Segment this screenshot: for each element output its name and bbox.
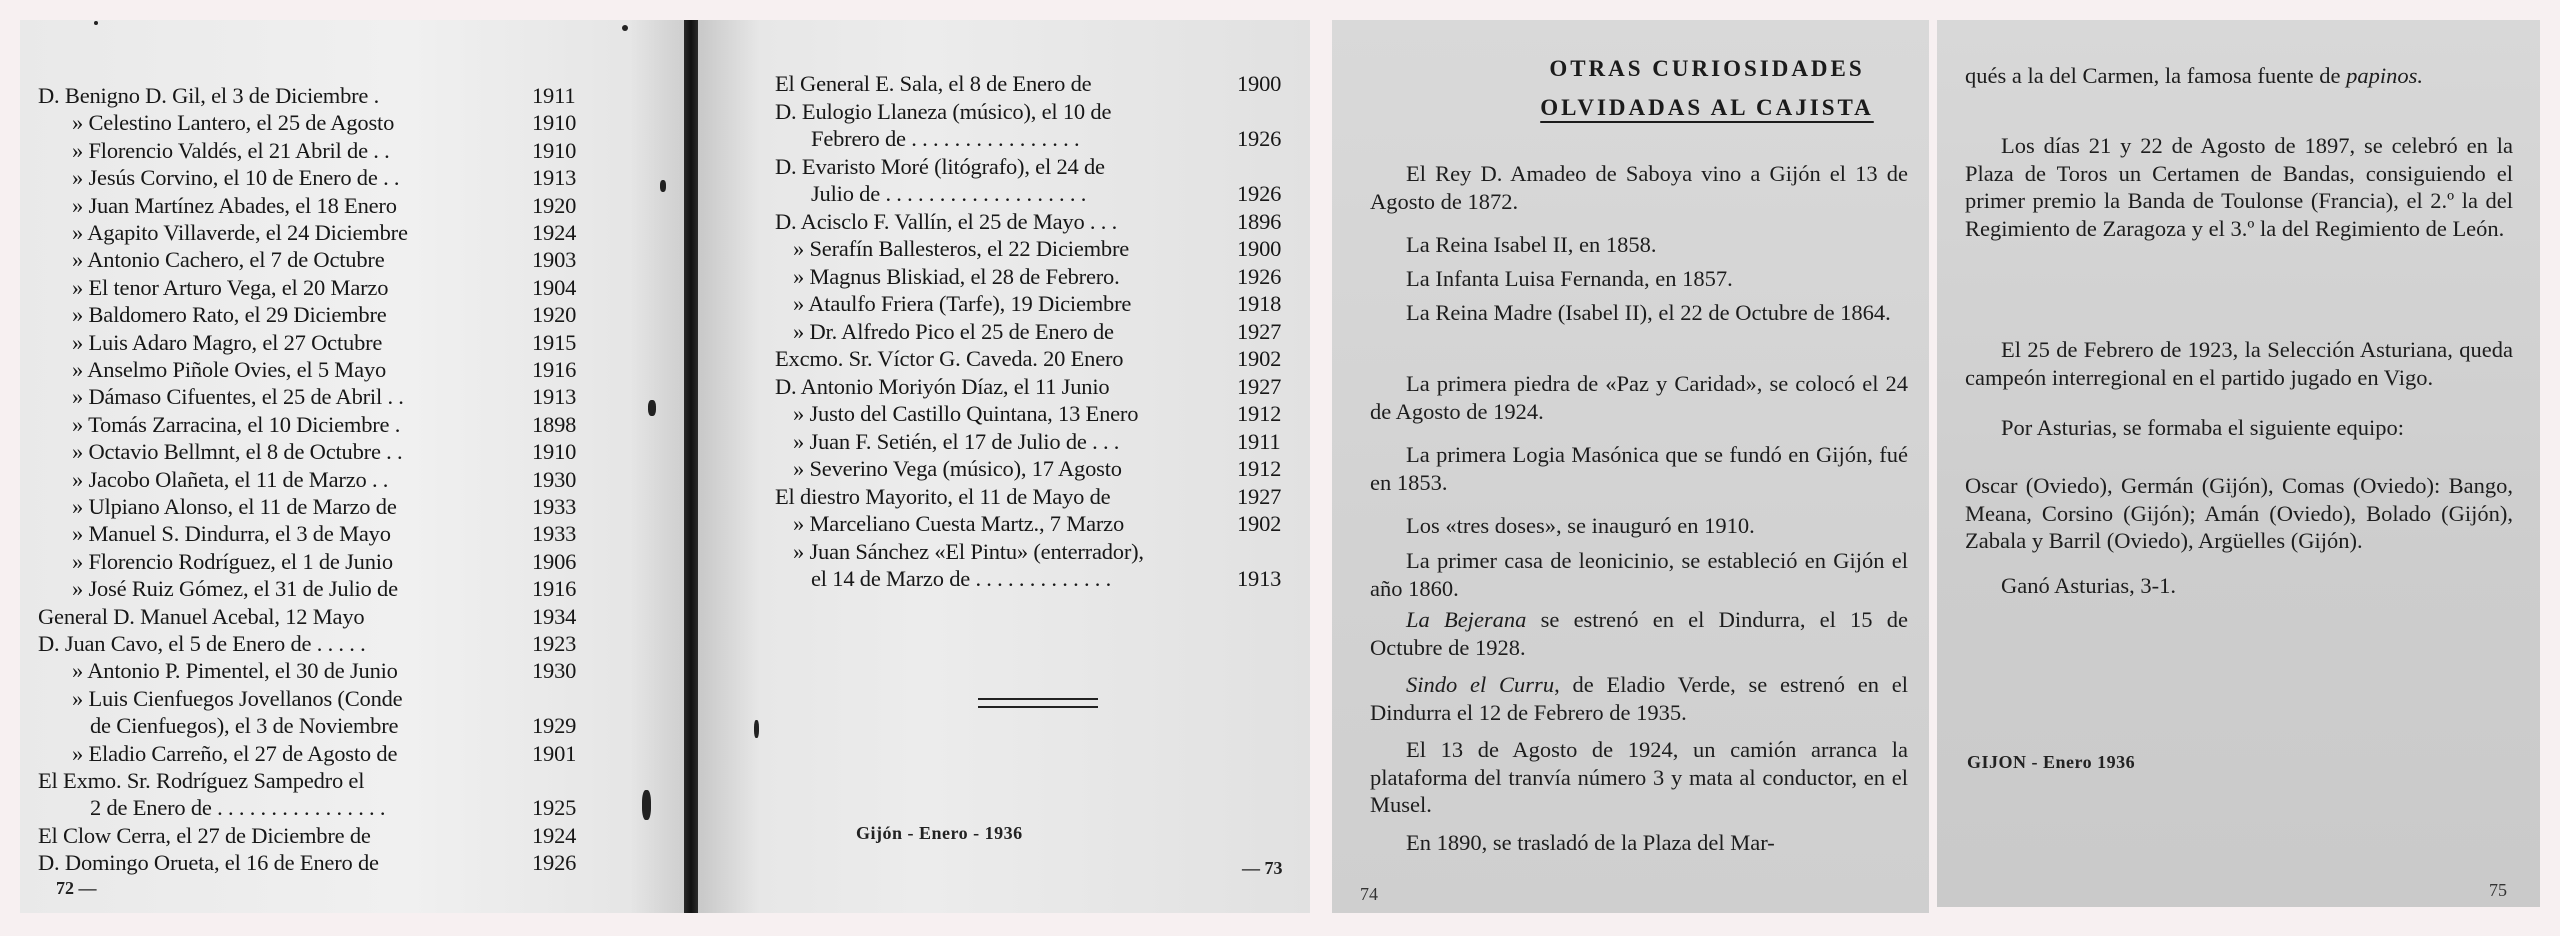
entry-name: D. Eulogio Llaneza (músico), el 10 de [775,98,1112,124]
paragraph-papinos [1965,62,2513,90]
entry-name: El Clow Cerra, el 27 de Diciembre de [38,822,371,848]
paragraph-74-3: La Infanta Luisa Fernanda, en 1857. [1406,266,1733,291]
entry-year: 1918 [1237,291,1282,316]
page-74 [1332,20,1929,913]
entry-name: Febrero de . . . . . . . . . . . . . . . . [811,126,1080,151]
entry-year: 1916 [532,576,577,602]
entry-name: » Eladio Carreño, el 27 de Agosto de [72,740,398,766]
entry-year: 1924 [532,822,577,848]
entry-year: 1929 [532,713,577,739]
paragraph-traslado: En 1890, se trasladó de la Plaza del Mar- [1406,830,1775,855]
entry-name: » Justo del Castillo Quintana, 13 Enero [793,401,1139,426]
entry-year: 1925 [532,795,577,821]
entry-year: 1934 [532,603,577,629]
entry-name: » El tenor Arturo Vega, el 20 Marzo [72,274,389,300]
entry-name: » Dr. Alfredo Pico el 25 de Enero de [793,318,1114,344]
paragraph-75-1: Los días 21 y 22 de Agosto de 1897, se celebró en la Plaza de Toros un Certamen de Bandas, consiguiendo el primer premio la Banda de Toulonse (Francia), el 2.º la del Regimiento de Zaragoza y el 3.º la del Regimiento de León. [1965,133,2513,241]
entry-name: » Marceliano Cuesta Martz., 7 Marzo [793,511,1125,536]
entry-year: 1911 [532,83,576,108]
page-number-75: 75 [2489,880,2507,900]
entry-name: » Luis Cienfuegos Jovellanos (Conde [72,685,403,711]
entry-name: » Agapito Villaverde, el 24 Diciembre [72,220,408,245]
entry-name: General D. Manuel Acebal, 12 Mayo [38,603,365,629]
entry-name: » Baldomero Rato, el 29 Diciembre [72,302,387,328]
entry-name: » Severino Vega (músico), 17 Agosto [793,456,1122,481]
entry-name: El diestro Mayorito, el 11 de Mayo de [775,483,1111,509]
entry-year: 1926 [532,850,577,876]
entry-name: » Magnus Bliskiad, el 28 de Febrero. [793,263,1120,289]
entry-year: 1913 [1237,566,1282,591]
entry-name: D. Evaristo Moré (litógrafo), el 24 de [775,153,1105,179]
entry-name: » Tomás Zarracina, el 10 Diciembre . [72,411,401,437]
entry-name: D. Juan Cavo, el 5 de Enero de . . . . . [38,631,366,656]
paragraph-75-2: El 25 de Febrero de 1923, la Selección Asturiana, queda campeón interregional en el partido jugado en Vigo. [1965,337,2513,390]
entry-name: Excmo. Sr. Víctor G. Caveda. 20 Enero [775,346,1124,371]
entry-name: El Exmo. Sr. Rodríguez Sampedro el [38,768,365,793]
entry-year: 1910 [532,439,577,465]
entry-name: D. Domingo Orueta, el 16 de Enero de [38,850,379,876]
entry-name: » Juan F. Setién, el 17 de Julio de . . . [793,428,1120,454]
entry-year: 1930 [532,658,577,684]
entry-year: 1898 [532,411,577,437]
ink-speck [648,400,656,416]
entry-name: » Jacobo Olañeta, el 11 de Marzo . . [72,466,389,492]
paragraph-74-7: Los «tres doses», se inauguró en 1910. [1406,513,1755,538]
paragraph-75-3: Por Asturias, se formaba el siguiente equipo: [2001,415,2405,440]
double-rule-top [978,698,1098,700]
entry-year: 1926 [1237,263,1282,289]
entry-year: 1927 [1237,483,1282,509]
entry-year: 1916 [532,357,577,382]
entry-year: 1912 [1237,456,1282,481]
ink-speck [660,180,666,192]
entry-name: D. Antonio Moriyón Díaz, el 11 Junio [775,373,1110,399]
paragraph-la-bejerana [1370,606,1908,661]
text-papinos: qués a la del Carmen, la famosa fuente de [1965,63,2341,88]
entry-year: 1920 [532,192,577,218]
paragraph-74-5: La primera piedra de «Paz y Caridad», se colocó el 24 de Agosto de 1924. [1370,371,1908,424]
entry-year: 1913 [532,165,577,191]
entry-year: 1896 [1237,208,1282,234]
entry-name: » José Ruiz Gómez, el 31 de Julio de [72,576,398,602]
entry-name: » Octavio Bellmnt, el 8 de Octubre . . [72,439,403,465]
ink-speck [642,790,651,820]
entry-year: 1911 [1237,428,1281,454]
entry-name: » Juan Martínez Abades, el 18 Enero [72,192,397,218]
entry-year: 1913 [532,384,577,410]
entry-year: 1901 [532,740,577,766]
text-sindo-el-curru: , de Eladio Verde, se estrenó en el Dindurra el 12 de Febrero de 1935. [1370,672,1908,725]
entry-year: 1926 [1237,126,1282,151]
entry-year: 1920 [532,302,577,328]
entry-year: 1910 [532,110,577,136]
entry-name: » Celestino Lantero, el 25 de Agosto [72,110,395,136]
entry-year: 1926 [1237,181,1282,206]
section-heading-line2: OLVIDADAS AL CAJISTA [1540,95,1874,120]
italic-papinos: papinos. [2346,63,2423,88]
ink-speck [754,720,759,738]
entry-year: 1933 [532,494,577,519]
entry-year: 1927 [1237,318,1282,344]
paragraph-74-6: La primera Logia Masónica que se fundó en Gijón, fué en 1853. [1370,442,1908,495]
entry-name: » Luis Adaro Magro, el 27 Octubre [72,329,383,355]
entry-year: 1933 [532,521,577,547]
book-spread-72-73 [20,20,1310,913]
entry-name: el 14 de Marzo de . . . . . . . . . . . . . [811,566,1112,591]
ink-speck [94,21,98,25]
entry-year: 1910 [532,137,577,163]
page-number-74: 74 [1360,884,1378,904]
paragraph-74-1: El Rey D. Amadeo de Saboya vino a Gijón el 13 de Agosto de 1872. [1370,161,1908,214]
paragraph-74-4: La Reina Madre (Isabel II), el 22 de Octubre de 1864. [1406,300,1891,325]
text-la-bejerana: se estrenó en el Dindurra, el 15 de Octubre de 1928. [1370,607,1908,660]
title-sindo-el-curru: Sindo el Curru [1406,672,1555,697]
ink-speck [622,25,628,31]
entry-name: » Florencio Rodríguez, el 1 de Junio [72,548,393,574]
page-number-73: — 73 [1242,858,1283,878]
entry-year: 1900 [1237,71,1282,96]
entry-year: 1906 [532,548,577,574]
entry-name: » Florencio Valdés, el 21 Abril de . . [72,137,390,163]
title-la-bejerana: La Bejerana [1406,607,1527,632]
entry-name: El General E. Sala, el 8 de Enero de [775,71,1092,96]
entry-year: 1912 [1237,401,1282,426]
entry-year: 1930 [532,466,577,492]
entry-year: 1903 [532,247,577,273]
paragraph-sindo-el-curru [1370,671,1908,726]
entry-year: 1923 [532,631,577,656]
entry-name: » Antonio P. Pimentel, el 30 de Junio [72,658,398,684]
entry-year: 1902 [1237,346,1282,371]
paragraph-75-5: Ganó Asturias, 3-1. [2001,573,2176,598]
paragraph-74-8: La primer casa de leonicinio, se estableció en Gijón el año 1860. [1370,548,1908,601]
paragraph-75-4: Oscar (Oviedo), Germán (Gijón), Comas (Oviedo): Bango, Meana, Corsino (Gijón); Amán (Oviedo), Bolado (Gijón), Zabala y Barril (Oviedo), Argüelles (Gijón). [1965,473,2513,553]
entry-name: » Ataulfo Friera (Tarfe), 19 Diciembre [793,291,1132,316]
entry-name: D. Benigno D. Gil, el 3 de Diciembre . [38,83,380,108]
imprint-gijon-75: GIJON - Enero 1936 [1967,752,2136,772]
entry-name: 2 de Enero de . . . . . . . . . . . . . . . . [90,795,386,821]
section-heading-line1: OTRAS CURIOSIDADES [1549,56,1865,81]
entry-year: 1904 [532,274,577,300]
entry-name: D. Acisclo F. Vallín, el 25 de Mayo . . . [775,208,1118,234]
entry-name: » Dámaso Cifuentes, el 25 de Abril . . [72,384,404,410]
entry-year: 1915 [532,329,577,355]
entry-name: » Jesús Corvino, el 10 de Enero de . . [72,165,400,191]
entry-year: 1902 [1237,511,1282,536]
entry-year: 1924 [532,220,577,245]
imprint-gijon-73: Gijón - Enero - 1936 [856,823,1023,843]
entry-name: » Antonio Cachero, el 7 de Octubre [72,247,385,273]
page-number-72: 72 — [56,878,97,898]
entry-name: de Cienfuegos), el 3 de Noviembre [90,713,399,739]
page-75 [1937,20,2540,907]
entry-name: » Manuel S. Dindurra, el 3 de Mayo [72,521,391,547]
entry-name: » Ulpiano Alonso, el 11 de Marzo de [72,494,397,519]
book-spine [684,20,698,913]
entry-name: » Juan Sánchez «El Pintu» (enterrador), [793,538,1144,564]
entry-year: 1927 [1237,373,1282,399]
paragraph-74-2: La Reina Isabel II, en 1858. [1406,232,1657,257]
entry-name: Julio de . . . . . . . . . . . . . . . . . . . [811,181,1087,206]
entry-year: 1900 [1237,236,1282,261]
paragraph-tranvia: El 13 de Agosto de 1924, un camión arranca la plataforma del tranvía número 3 y mata al conductor, en el Musel. [1370,737,1908,817]
entry-name: » Serafín Ballesteros, el 22 Diciembre [793,236,1130,261]
entry-name: » Anselmo Piñole Ovies, el 5 Mayo [72,357,387,382]
double-rule-bottom [978,706,1098,708]
